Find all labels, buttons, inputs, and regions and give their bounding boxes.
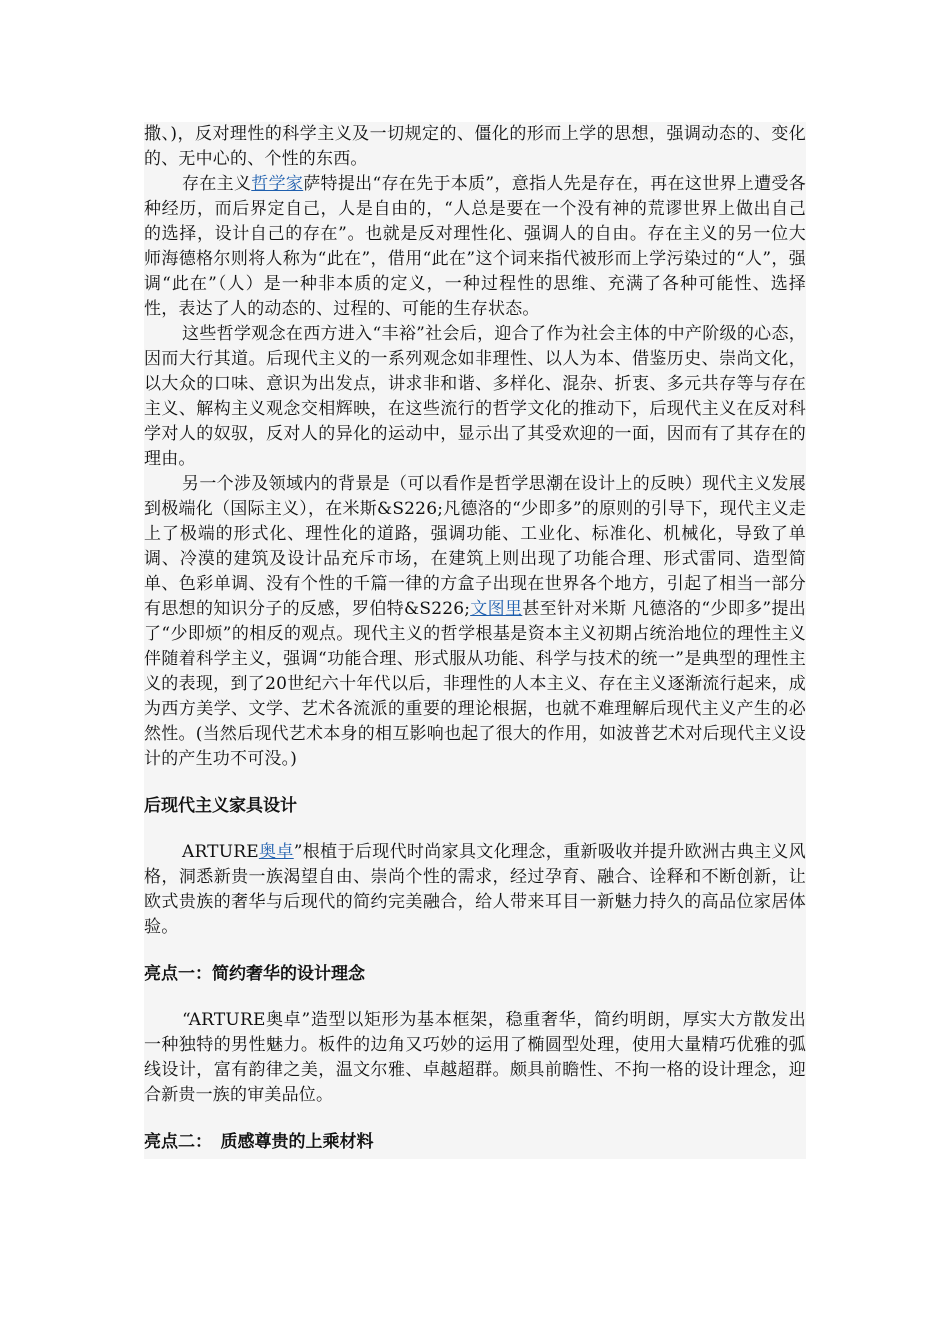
heading-highlight-one: 亮点一：简约奢华的设计理念	[144, 964, 365, 984]
paragraph-text: 另一个涉及领域内的背景是（可以看作是哲学思潮在设计上的反映）现代主义发展到极端化（国际主义），在米斯&S226;凡德洛的“少即多”的原则的引导下，现代主义走上了极端的形式化、理性化的道路，强调功能、工业化、标准化、机械化，导致了单调、冷漠的建筑及设计品充斥市场，在建筑上则出现了功能合理、形式雷同、造型简单、色彩单调、没有个性的千篇一律的方盒子出现在世界各个地方，引起了相当一部分有思想的知识分子的反感，罗伯特&S226;	[144, 474, 806, 619]
paragraph-affluent-society	[144, 322, 806, 472]
paragraph-text: 存在主义	[182, 174, 252, 194]
paragraph-text: ”根植于后现代时尚家具文化理念，重新吸收并提升欧洲古典主义风格，洞悉新贵一族渴望自由、崇尚个性的需求，经过孕育、融合、诠释和不断创新，让欧式贵族的奢华与后现代的简约完美融合，给人带来耳目一新魅力持久的高品位家居体验。	[144, 842, 806, 937]
paragraph-arture-intro	[144, 840, 806, 940]
paragraph-text: ARTURE	[182, 842, 259, 862]
paragraph-text: 撒、)，反对理性的科学主义及一切规定的、僵化的形而上学的思想，强调动态的、变化的、无中心的、个性的东西。	[144, 124, 806, 169]
paragraph-design-concept	[144, 1008, 806, 1108]
heading-highlight-two: 亮点二： 质感尊贵的上乘材料	[144, 1132, 374, 1152]
paragraph-text: “ARTURE奥卓”造型以矩形为基本框架，稳重奢华，简约明朗，厚实大方散发出一种独特的男性魅力。板件的边角又巧妙的运用了椭圆型处理，使用大量精巧优雅的弧线设计，富有韵律之美，温文尔雅、卓越超群。颇具前瞻性、不拘一格的设计理念，迎合新贵一族的审美品位。	[144, 1010, 806, 1105]
document-body	[144, 122, 806, 1159]
link-venturi[interactable]: 文图里	[470, 599, 523, 619]
paragraph-existentialism	[144, 172, 806, 322]
paragraph-modernism-background	[144, 472, 806, 772]
paragraph-text: 这些哲学观念在西方进入“丰裕”社会后，迎合了作为社会主体的中产阶级的心态，因而大行其道。后现代主义的一系列观念如非理性、以人为本、借鉴历史、崇尚文化，以大众的口味、意识为出发点，讲求非和谐、多样化、混杂、折衷、多元共存等与存在主义、解构主义观念交相辉映，在这些流行的哲学文化的推动下，后现代主义在反对科学对人的奴驭，反对人的异化的运动中，显示出了其受欢迎的一面，因而有了其存在的理由。	[144, 324, 806, 469]
heading-postmodern-furniture: 后现代主义家具设计	[144, 796, 297, 816]
link-aozhuo[interactable]: 奥卓	[258, 842, 294, 862]
paragraph-text: 萨特提出“存在先于本质”，意指人先是存在，再在这世界上遭受各种经历，而后界定自己，人是自由的，“人总是要在一个没有神的荒谬世界上做出自己的选择，设计自己的存在”。也就是反对理性化、强调人的自由。存在主义的另一位大师海德格尔则将人称为“此在”，借用“此在”这个词来指代被形而上学污染过的“人”，强调“此在”（人）是一种非本质的定义，一种过程性的思维、充满了各种可能性、选择性，表达了人的动态的、过程的、可能的生存状态。	[144, 174, 806, 319]
paragraph-intro-continued	[144, 122, 806, 172]
paragraph-text: 甚至针对米斯 凡德洛的“少即多”提出了“少即烦”的相反的观点。现代主义的哲学根基是资本主义初期占统治地位的理性主义伴随着科学主义，强调“功能合理、形式服从功能、科学与技术的统一”是典型的理性主义的表现，到了20世纪六十年代以后，非理性的人本主义、存在主义逐渐流行起来，成为西方美学、文学、艺术各流派的重要的理论根据，也就不难理解后现代主义产生的必然性。(当然后现代艺术本身的相互影响也起了很大的作用，如波普艺术对后现代主义设计的产生功不可没。)	[144, 599, 806, 769]
link-philosopher[interactable]: 哲学家	[251, 174, 304, 194]
